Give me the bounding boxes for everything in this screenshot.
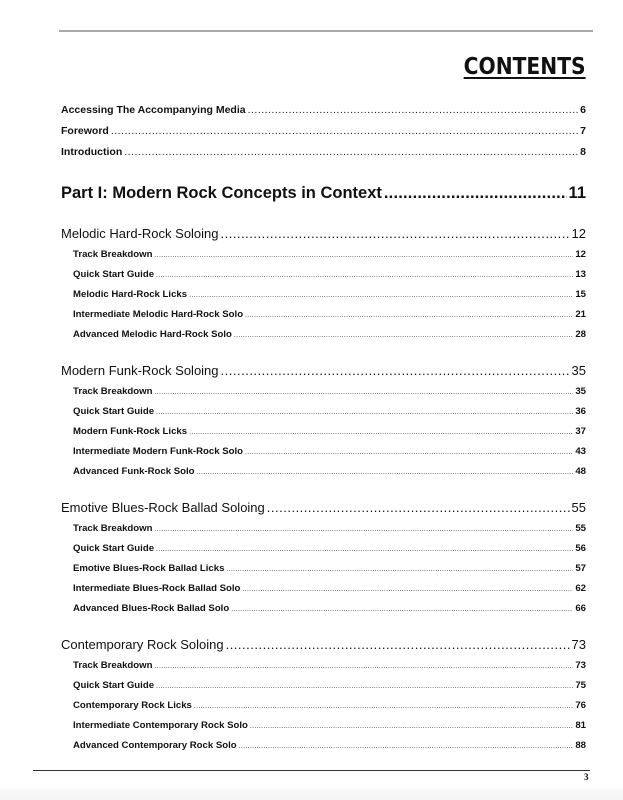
page-number: 3 <box>584 772 589 782</box>
toc-section-page: 28 <box>575 329 586 340</box>
toc-chapter-contemporary-rock[interactable] <box>61 637 586 652</box>
dot-leader <box>197 469 574 476</box>
toc-section-label: Modern Funk-Rock Licks <box>73 426 188 437</box>
dot-leader <box>221 226 570 241</box>
toc-section[interactable] <box>73 740 586 751</box>
toc-section-label: Emotive Blues-Rock Ballad Licks <box>73 563 225 574</box>
toc-section[interactable] <box>73 563 586 574</box>
header-rule <box>59 30 593 32</box>
dot-leader <box>226 637 570 652</box>
toc-entry-foreword[interactable] <box>61 125 586 137</box>
toc-section-page: 13 <box>575 269 586 280</box>
toc-section-label: Intermediate Blues-Rock Ballad Solo <box>73 583 241 594</box>
toc-section[interactable] <box>73 720 586 731</box>
dot-leader <box>156 409 573 416</box>
dot-leader <box>245 449 573 456</box>
toc-entry-label: Introduction <box>61 146 123 158</box>
toc-section-label: Melodic Hard-Rock Licks <box>73 289 188 300</box>
toc-section-label: Track Breakdown <box>73 386 153 397</box>
toc-section-page: 15 <box>575 289 586 300</box>
toc-chapter-label: Melodic Hard-Rock Soloing <box>61 226 219 241</box>
toc-entry-page: 6 <box>580 104 586 116</box>
dot-leader <box>221 363 570 378</box>
dot-leader <box>156 683 573 690</box>
toc-section-page: 73 <box>575 660 586 671</box>
toc-section[interactable] <box>73 466 586 477</box>
toc-entry-label: Accessing The Accompanying Media <box>61 104 246 116</box>
toc-section[interactable] <box>73 406 586 417</box>
toc-section[interactable] <box>73 426 586 437</box>
toc-section-page: 56 <box>575 543 586 554</box>
toc-section[interactable] <box>73 386 586 397</box>
toc-section-page: 12 <box>575 249 586 260</box>
dot-leader <box>194 703 573 710</box>
toc-section[interactable] <box>73 446 586 457</box>
toc-section-label: Advanced Contemporary Rock Solo <box>73 740 237 751</box>
toc-entry-introduction[interactable] <box>61 146 586 158</box>
toc-section-page: 37 <box>575 426 586 437</box>
toc-section[interactable] <box>73 603 586 614</box>
toc-section[interactable] <box>73 329 586 340</box>
toc-section-page: 76 <box>575 700 586 711</box>
dot-leader <box>248 104 579 116</box>
dot-leader <box>245 312 573 319</box>
dot-leader <box>124 146 578 158</box>
dot-leader <box>156 272 573 279</box>
footer-rule <box>33 770 590 771</box>
toc-section[interactable] <box>73 523 586 534</box>
toc-section-page: 21 <box>575 309 586 320</box>
toc-section-page: 66 <box>575 603 586 614</box>
toc-section-label: Quick Start Guide <box>73 269 155 280</box>
dot-leader <box>226 566 573 573</box>
toc-section[interactable] <box>73 583 586 594</box>
toc-part-1[interactable] <box>61 184 586 203</box>
dot-leader <box>267 500 570 515</box>
toc-section-label: Intermediate Contemporary Rock Solo <box>73 720 248 731</box>
toc-chapter-modern-funk-rock[interactable] <box>61 363 586 378</box>
toc-section[interactable] <box>73 543 586 554</box>
toc-chapter-melodic-hard-rock[interactable] <box>61 226 586 241</box>
toc-section-page: 55 <box>575 523 586 534</box>
dot-leader <box>384 184 567 203</box>
toc-chapter-page: 12 <box>571 226 586 241</box>
dot-leader <box>154 663 573 670</box>
toc-entry-page: 7 <box>580 125 586 137</box>
dot-leader <box>111 125 578 137</box>
toc-part-page: 11 <box>568 184 586 202</box>
toc-chapter-label: Modern Funk-Rock Soloing <box>61 363 219 378</box>
toc-section-label: Track Breakdown <box>73 249 153 260</box>
dot-leader <box>234 332 573 339</box>
toc-section[interactable] <box>73 269 586 280</box>
toc-entry-page: 8 <box>580 146 586 158</box>
toc-section-page: 43 <box>575 446 586 457</box>
toc-section-page: 62 <box>575 583 586 594</box>
dot-leader <box>239 743 574 750</box>
toc-section-label: Intermediate Melodic Hard-Rock Solo <box>73 309 244 320</box>
page-edge-shadow <box>0 788 623 800</box>
toc-section-page: 88 <box>575 740 586 751</box>
toc-entry-accessing-media[interactable] <box>61 104 586 116</box>
toc-section-page: 75 <box>575 680 586 691</box>
toc-chapter-page: 55 <box>571 500 586 515</box>
toc-section[interactable] <box>73 700 586 711</box>
toc-section-label: Advanced Blues-Rock Ballad Solo <box>73 603 230 614</box>
toc-chapter-page: 35 <box>571 363 586 378</box>
dot-leader <box>154 252 573 259</box>
toc-section[interactable] <box>73 249 586 260</box>
toc-section-label: Intermediate Modern Funk-Rock Solo <box>73 446 244 457</box>
toc-section[interactable] <box>73 660 586 671</box>
toc-section[interactable] <box>73 309 586 320</box>
toc-entry-label: Foreword <box>61 125 109 137</box>
toc-section-label: Track Breakdown <box>73 660 153 671</box>
dot-leader <box>231 606 573 613</box>
toc-section[interactable] <box>73 289 586 300</box>
dot-leader <box>250 723 573 730</box>
toc-section[interactable] <box>73 680 586 691</box>
toc-section-label: Quick Start Guide <box>73 543 155 554</box>
toc-section-label: Advanced Funk-Rock Solo <box>73 466 195 477</box>
toc-section-page: 36 <box>575 406 586 417</box>
dot-leader <box>154 389 573 396</box>
page-title: CONTENTS <box>464 54 586 80</box>
dot-leader <box>189 292 573 299</box>
toc-section-page: 57 <box>575 563 586 574</box>
toc-section-label: Advanced Melodic Hard-Rock Solo <box>73 329 232 340</box>
toc-chapter-emotive-blues-rock[interactable] <box>61 500 586 515</box>
toc-section-label: Quick Start Guide <box>73 406 155 417</box>
dot-leader <box>156 546 573 553</box>
dot-leader <box>189 429 573 436</box>
toc-chapter-label: Contemporary Rock Soloing <box>61 637 224 652</box>
dot-leader <box>154 526 573 533</box>
toc-section-page: 81 <box>575 720 586 731</box>
toc-section-page: 48 <box>575 466 586 477</box>
toc-section-label: Quick Start Guide <box>73 680 155 691</box>
toc-section-label: Contemporary Rock Licks <box>73 700 192 711</box>
toc-chapter-label: Emotive Blues-Rock Ballad Soloing <box>61 500 265 515</box>
toc-section-page: 35 <box>575 386 586 397</box>
dot-leader <box>242 586 573 593</box>
toc-part-label: Part I: Modern Rock Concepts in Context <box>61 184 382 202</box>
toc-section-label: Track Breakdown <box>73 523 153 534</box>
toc-chapter-page: 73 <box>571 637 586 652</box>
